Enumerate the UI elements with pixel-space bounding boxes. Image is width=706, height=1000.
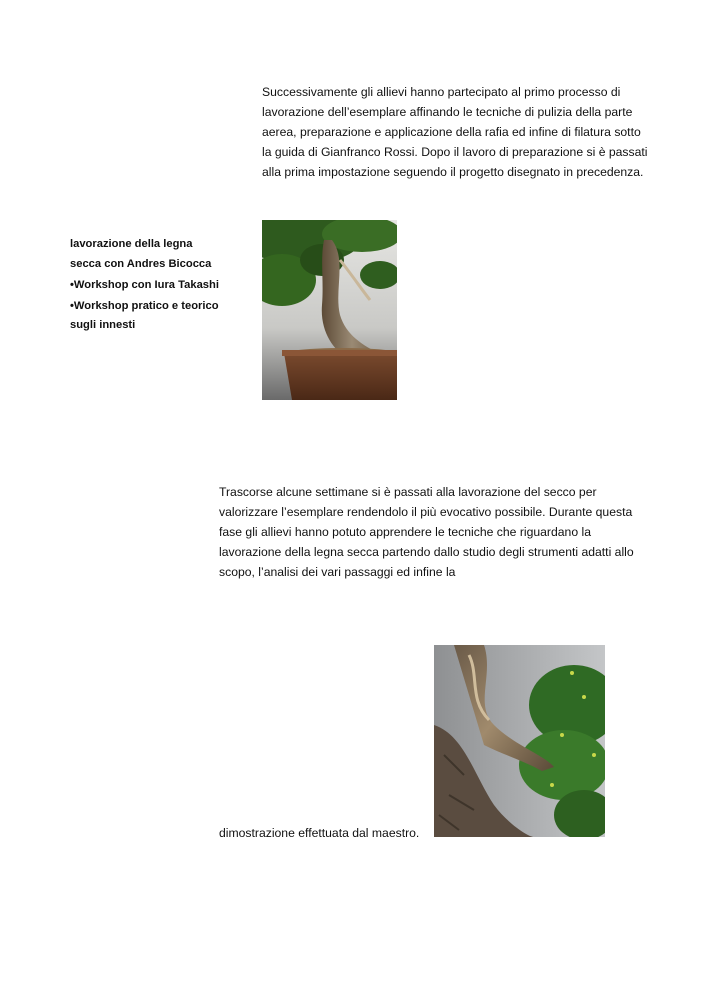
sidebar-item: •Workshop con Iura Takashi (70, 278, 219, 291)
bonsai-photo-styling (262, 220, 397, 400)
deadwood-closeup-photo (434, 645, 605, 837)
sidebar-item: lavorazione della legna secca con Andres Bicocca (70, 238, 212, 270)
continuation-text: dimostrazione effettuata dal maestro. (219, 826, 420, 840)
sidebar-item: •Workshop pratico e teorico sugli innesti (70, 299, 219, 331)
sidebar-list (70, 235, 220, 337)
intro-paragraph: Successivamente gli allievi hanno partecipato al primo processo di lavorazione dell’esemplare affinando le tecniche di pulizia della parte aerea, preparazione e applicazione della rafia ed infine di filatura sotto la guida di Gianfranco Rossi. Dopo il lavoro di preparazione si è passati alla prima impostazione seguendo il progetto disegnato in precedenza. (262, 85, 648, 179)
second-paragraph: Trascorse alcune settimane si è passati alla lavorazione del secco per valorizzare l’esemplare rendendolo il più evocativo possibile. Durante questa fase gli allievi hanno potuto apprendere le tecniche che riguardano la lavorazione della legna secca partendo dallo studio degli strumenti adatti allo scopo, l’analisi dei vari passaggi ed infine la (219, 485, 634, 579)
